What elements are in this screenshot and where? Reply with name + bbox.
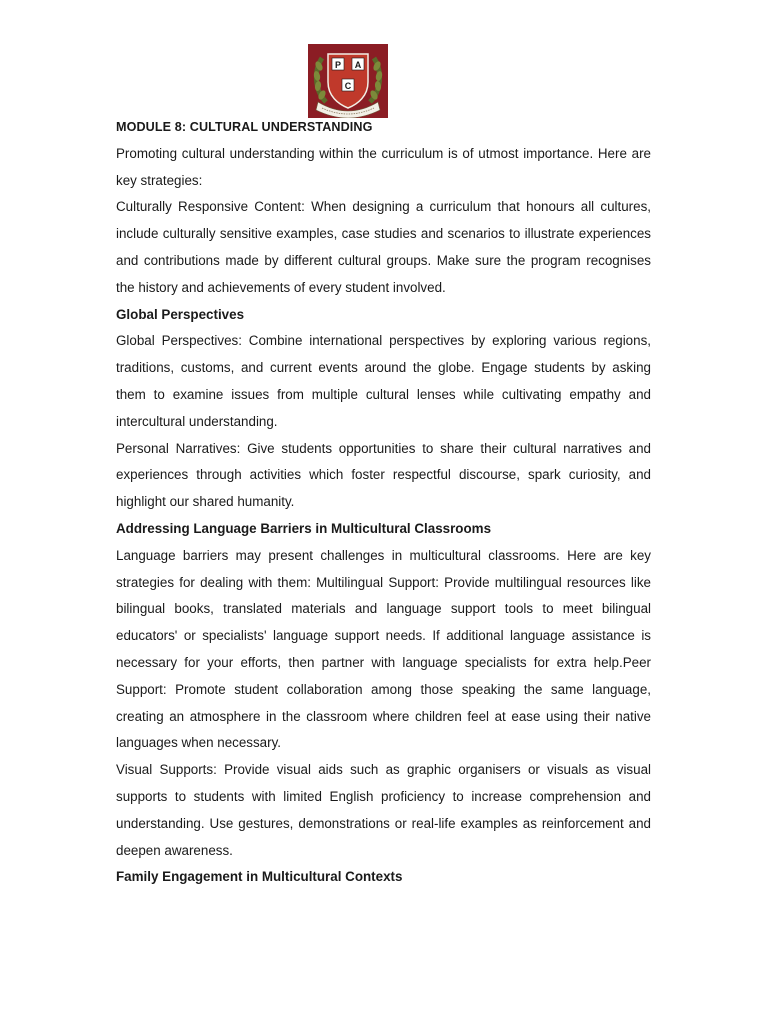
global-perspectives-heading: Global Perspectives <box>116 306 245 322</box>
family-engagement-heading: Family Engagement in Multicultural Contexts <box>116 869 403 885</box>
document-body <box>116 114 651 891</box>
module-title: MODULE 8: CULTURAL UNDERSTANDING <box>116 120 373 134</box>
global-perspectives-paragraph: Global Perspectives: Combine international perspectives by exploring various regions, traditions, customs, and current events around the globe. Engage students by asking them to examine issues from multiple cultural lenses while cultivating empathy and intercultural understanding. <box>116 333 651 429</box>
language-barriers-paragraph: Language barriers may present challenges in multicultural classrooms. Here are key strategies for dealing with them: Multilingual Support: Provide multilingual resources like bilingual books, translated materials and language support tools to meet bilingual educators' or specialists' language support needs. If additional language assistance is necessary for your efforts, then partner with language specialists for extra help.Peer Support: Promote student collaboration among those speaking the same language, creating an atmosphere in the classroom where children feel at ease using their native languages when necessary. <box>116 547 651 751</box>
language-barriers-heading: Addressing Language Barriers in Multicultural Classrooms <box>116 520 492 536</box>
visual-supports-paragraph: Visual Supports: Provide visual aids such as graphic organisers or visuals as visual supports to students with limited English proficiency to increase comprehension and understanding. Use gestures, demonstrations or real-life examples as reinforcement and deepen awareness. <box>116 762 651 858</box>
personal-narratives-paragraph: Personal Narratives: Give students opportunities to share their cultural narratives and experiences through activities which foster respectful discourse, spark curiosity, and highlight our shared humanity. <box>116 440 651 510</box>
crest-letter-a: A <box>354 60 362 70</box>
crest-logo <box>308 44 388 118</box>
crest-letter-p: P <box>334 60 342 70</box>
crest-letter-c: C <box>344 81 352 91</box>
crest-logo-image <box>308 44 388 118</box>
culturally-responsive-paragraph: Culturally Responsive Content: When designing a curriculum that honours all cultures, include culturally sensitive examples, case studies and scenarios to illustrate experiences and contributions made by different cultural groups. Make sure the program recognises the history and achievements of every student involved. <box>116 199 651 295</box>
intro-paragraph: Promoting cultural understanding within the curriculum is of utmost importance. Here are key strategies: <box>116 145 651 188</box>
